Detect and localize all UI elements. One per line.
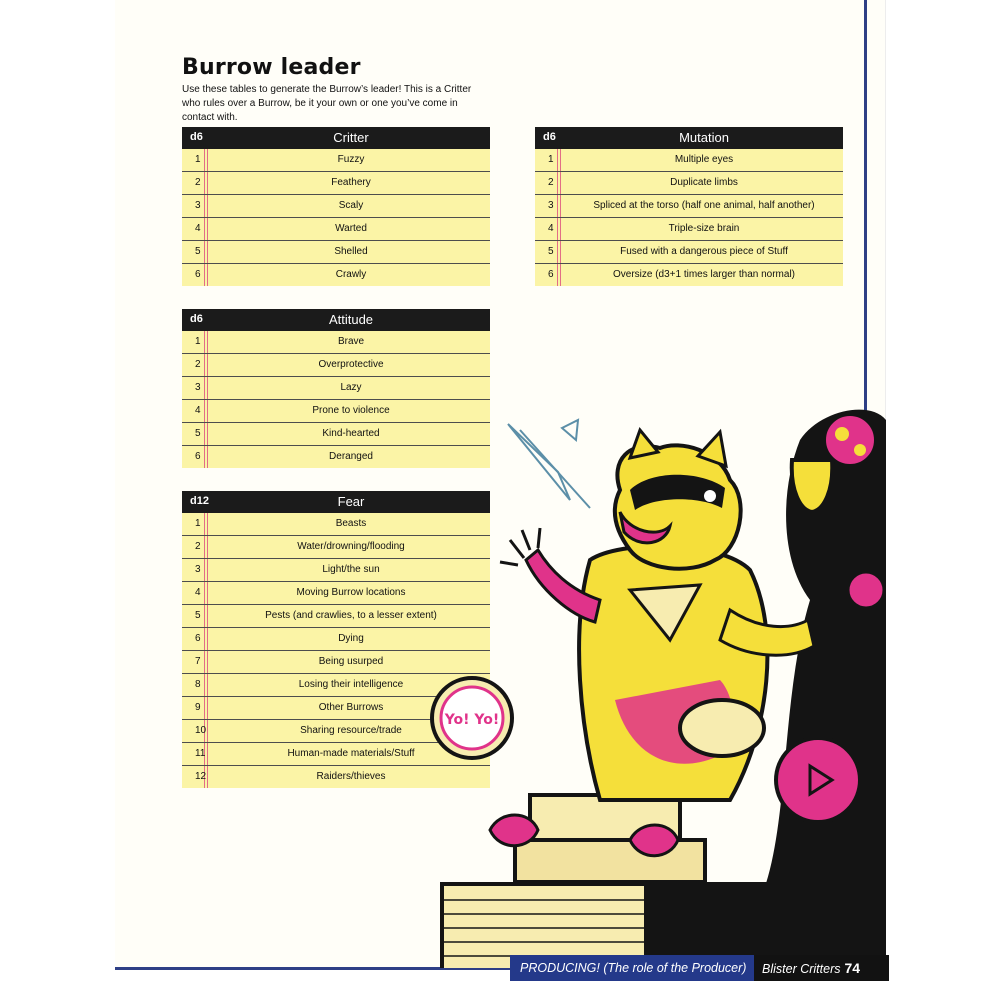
- critter-table-header: [182, 127, 490, 149]
- roll-result: Human-made materials/Stuff: [287, 748, 415, 759]
- roll-number: 4: [182, 218, 208, 240]
- roll-result: Spliced at the torso (half one animal, half another): [593, 200, 815, 211]
- page-footer: [510, 955, 890, 981]
- footer-chapter-title: PRODUCING! (The role of the Producer): [510, 955, 754, 981]
- roll-number: 6: [535, 264, 561, 286]
- roll-number: 3: [535, 195, 561, 217]
- table-title: Mutation: [679, 130, 729, 145]
- table-title: Attitude: [328, 312, 374, 327]
- table-row: [182, 241, 490, 264]
- yo-yo-badge-icon: [432, 678, 512, 758]
- roll-number: 1: [182, 149, 208, 171]
- roll-number: 3: [182, 559, 208, 581]
- table-row: [182, 331, 490, 354]
- roll-number: 8: [182, 674, 208, 696]
- raccoon-king-illustration: [430, 400, 886, 968]
- roll-result: Other Burrows: [318, 702, 384, 713]
- roll-number: 4: [535, 218, 561, 240]
- badge-text: Yo! Yo!: [444, 712, 500, 728]
- die-label: d12: [190, 495, 209, 507]
- book-title: Blister Critters: [762, 962, 841, 976]
- roll-number: 2: [182, 172, 208, 194]
- roll-result: Water/drowning/flooding: [297, 541, 405, 552]
- roll-result: Oversize (d3+1 times larger than normal): [612, 269, 796, 280]
- table-row: [182, 218, 490, 241]
- table-row: [182, 172, 490, 195]
- roll-result: Light/the sun: [322, 564, 380, 575]
- footer-book-title: [754, 955, 889, 981]
- roll-result: Sharing resource/trade: [300, 725, 402, 736]
- roll-result: Moving Burrow locations: [296, 587, 406, 598]
- roll-number: 1: [182, 513, 208, 535]
- roll-result: Being usurped: [318, 656, 384, 667]
- roll-number: 5: [182, 241, 208, 263]
- die-label: d6: [190, 313, 203, 325]
- roll-number: 6: [182, 264, 208, 286]
- roll-number: 10: [182, 720, 208, 742]
- table-title: Critter: [333, 130, 369, 145]
- shield-icon: [776, 738, 860, 822]
- table-row: [535, 218, 843, 241]
- roll-number: 11: [182, 743, 208, 765]
- roll-number: 9: [182, 697, 208, 719]
- roll-result: Lazy: [340, 382, 362, 393]
- roll-number: 2: [182, 354, 208, 376]
- roll-result: Shelled: [334, 246, 368, 257]
- roll-number: 5: [535, 241, 561, 263]
- roll-result: Brave: [337, 336, 365, 347]
- roll-number: 4: [182, 400, 208, 422]
- roll-result: Crawly: [335, 269, 367, 280]
- table-row: [182, 195, 490, 218]
- table-row: [535, 241, 843, 264]
- table-row: [535, 149, 843, 172]
- roll-number: 2: [535, 172, 561, 194]
- roll-result: Warted: [335, 223, 367, 234]
- roll-number: 3: [182, 377, 208, 399]
- table-row: [182, 377, 490, 400]
- roll-result: Pests (and crawlies, to a lesser extent): [265, 610, 437, 621]
- roll-result: Prone to violence: [312, 405, 390, 416]
- roll-result: Overprotective: [318, 359, 384, 370]
- roll-result: Triple-size brain: [668, 223, 740, 234]
- roll-number: 7: [182, 651, 208, 673]
- roll-result: Fused with a dangerous piece of Stuff: [620, 246, 788, 257]
- roll-number: 4: [182, 582, 208, 604]
- roll-number: 1: [182, 331, 208, 353]
- roll-number: 2: [182, 536, 208, 558]
- roll-number: 12: [182, 766, 208, 788]
- page-number: 74: [844, 960, 861, 976]
- roll-number: 6: [182, 446, 208, 468]
- roll-result: Beasts: [335, 518, 367, 529]
- roll-result: Dying: [338, 633, 364, 644]
- table-row: [535, 195, 843, 218]
- roll-result: Raiders/thieves: [316, 771, 386, 782]
- die-label: d6: [543, 131, 556, 143]
- table-title: Fear: [337, 494, 365, 509]
- roll-result: Feathery: [331, 177, 371, 188]
- roll-number: 1: [535, 149, 561, 171]
- roll-result: Fuzzy: [337, 154, 365, 165]
- roll-result: Deranged: [329, 451, 373, 462]
- roll-number: 5: [182, 605, 208, 627]
- roll-number: 6: [182, 628, 208, 650]
- roll-result: Losing their intelligence: [298, 679, 404, 690]
- table-row: [182, 354, 490, 377]
- page-heading: Burrow leader: [182, 55, 361, 80]
- die-label: d6: [190, 131, 203, 143]
- roll-number: 5: [182, 423, 208, 445]
- sparkle-lines-icon: [508, 420, 590, 508]
- table-row: [535, 264, 843, 286]
- bowl-icon: [680, 700, 764, 756]
- roll-result: Kind-hearted: [322, 428, 380, 439]
- mutation-table-header: [535, 127, 843, 149]
- attitude-table-header: [182, 309, 490, 331]
- table-row: [535, 172, 843, 195]
- roll-number: 3: [182, 195, 208, 217]
- mutation-table: [535, 127, 843, 286]
- roll-result: Duplicate limbs: [670, 177, 738, 188]
- table-row: [182, 264, 490, 286]
- critter-table: [182, 127, 490, 286]
- intro-text: Use these tables to generate the Burrow’s leader! This is a Critter who rules over a Burrow, be it your own or one you’ve come in contact with.: [182, 84, 472, 123]
- table-row: [182, 149, 490, 172]
- roll-result: Multiple eyes: [674, 154, 734, 165]
- roll-result: Scaly: [338, 200, 364, 211]
